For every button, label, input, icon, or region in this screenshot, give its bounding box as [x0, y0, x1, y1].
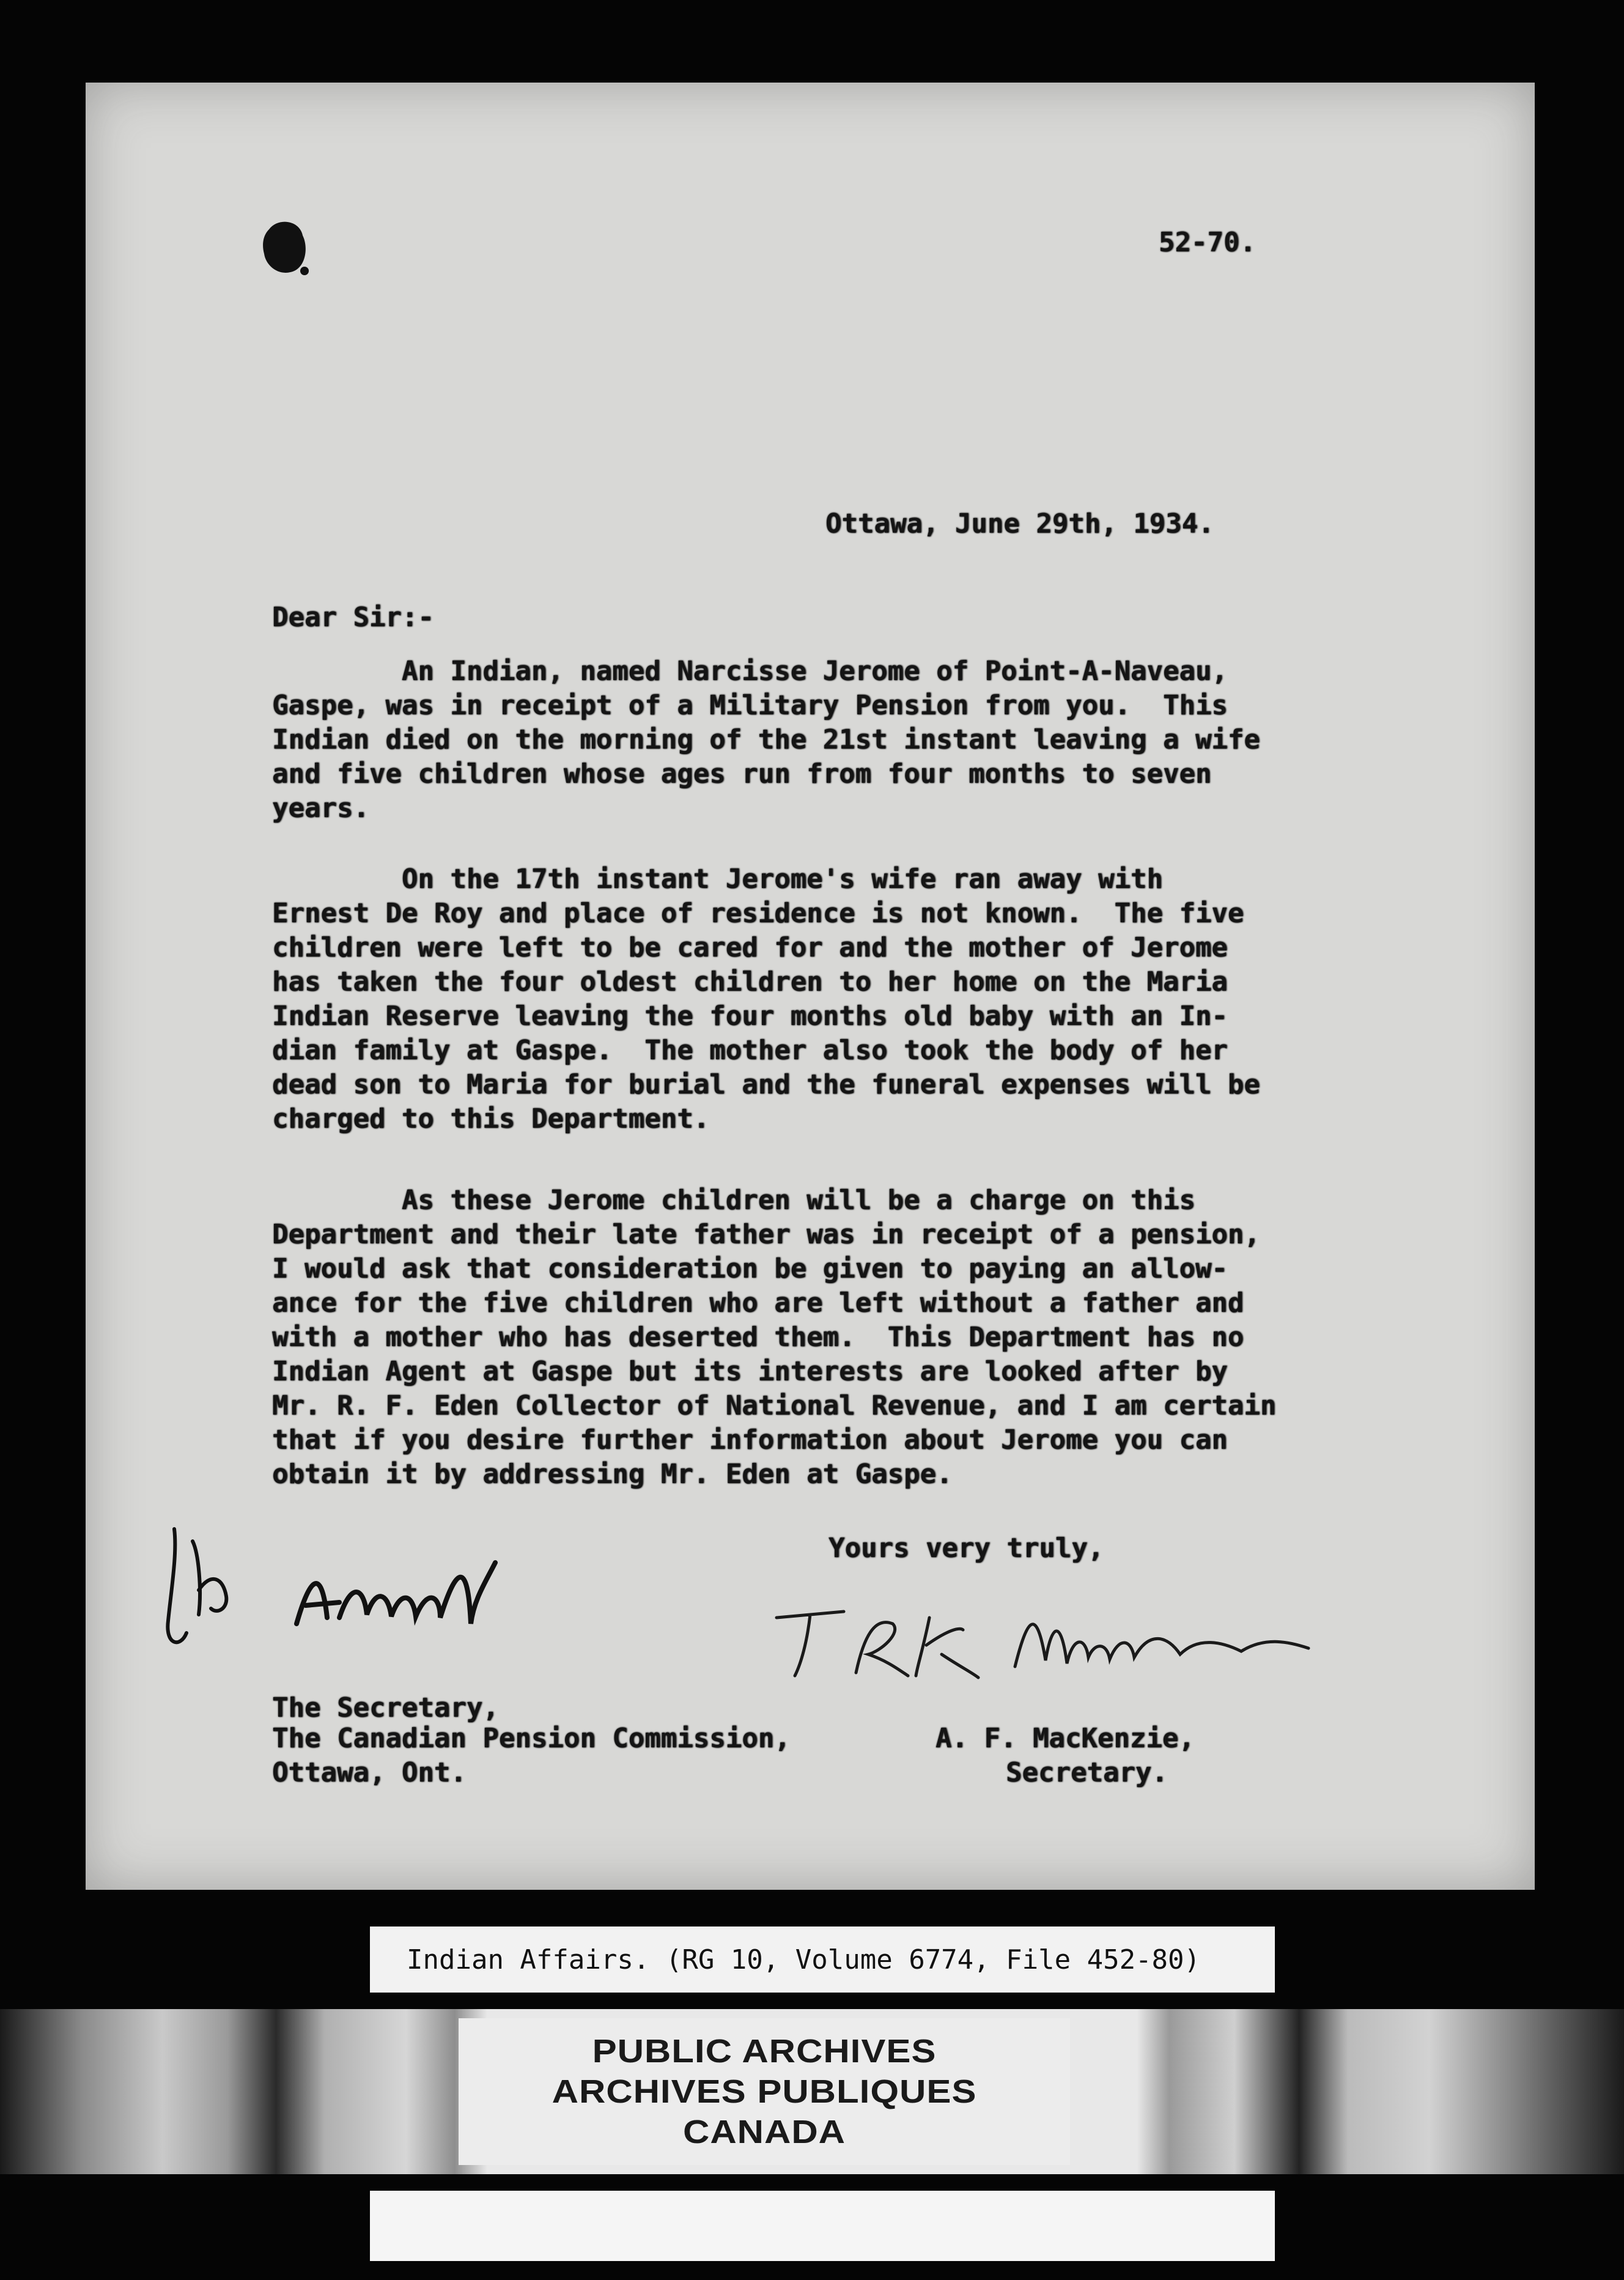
handwritten-scrawl: [284, 1544, 517, 1648]
sender-title: Secretary.: [1006, 1757, 1168, 1788]
recipient-line-2: The Canadian Pension Commission,: [272, 1723, 791, 1754]
handwritten-initials: [150, 1517, 272, 1664]
closing: Yours very truly,: [829, 1533, 1104, 1564]
letter-page: [86, 83, 1535, 1890]
archive-caption: Indian Affairs. (RG 10, Volume 6774, File 452-80): [370, 1927, 1275, 1993]
file-number: 52-70.: [1159, 227, 1256, 258]
date-line: Ottawa, June 29th, 1934.: [825, 508, 1214, 539]
handwritten-signature: [758, 1593, 1370, 1685]
stamp-line-1: PUBLIC ARCHIVES: [592, 2032, 937, 2070]
paragraph-2: On the 17th instant Jerome's wife ran away with Ernest De Roy and place of residence is not known. The five children were left to be cared for and the mother of Jerome has taken the four oldest children to her home on the Maria Indian Reserve leaving the four months old baby with an In- dian family at Gaspe. The mother also took the body of her dead son to Maria for burial and the funeral expenses will be charged to this Department.: [272, 864, 1260, 1134]
recipient-line-1: The Secretary,: [272, 1692, 499, 1723]
sender-name: A. F. MacKenzie,: [936, 1723, 1195, 1754]
archive-stamp: [459, 2018, 1070, 2165]
paragraph-3: As these Jerome children will be a charge on this Department and their late father was in receipt of a pension, I would ask that consideration be given to paying an allow- ance for the five children who are left without a father and with a mother who has deserted them. This Department has no Indian Agent at Gaspe but its interests are looked after by Mr. R. F. Eden Collector of National Revenue, and I am certain that if you desire further information about Jerome you can obtain it by addressing Mr. Eden at Gaspe.: [272, 1185, 1277, 1490]
recipient-line-3: Ottawa, Ont.: [272, 1757, 467, 1788]
stamp-line-3: CANADA: [683, 2113, 846, 2150]
ink-blot-icon: [257, 217, 312, 278]
stamp-line-2: ARCHIVES PUBLIQUES: [552, 2073, 977, 2110]
salutation: Dear Sir:-: [272, 602, 434, 633]
paragraph-1: An Indian, named Narcisse Jerome of Point-A-Naveau, Gaspe, was in receipt of a Military Pension from you. This Indian died on the morning of the 21st instant leaving a wife and five children whose ages run from four months to seven years.: [272, 656, 1260, 824]
blank-label-box: [370, 2191, 1275, 2261]
